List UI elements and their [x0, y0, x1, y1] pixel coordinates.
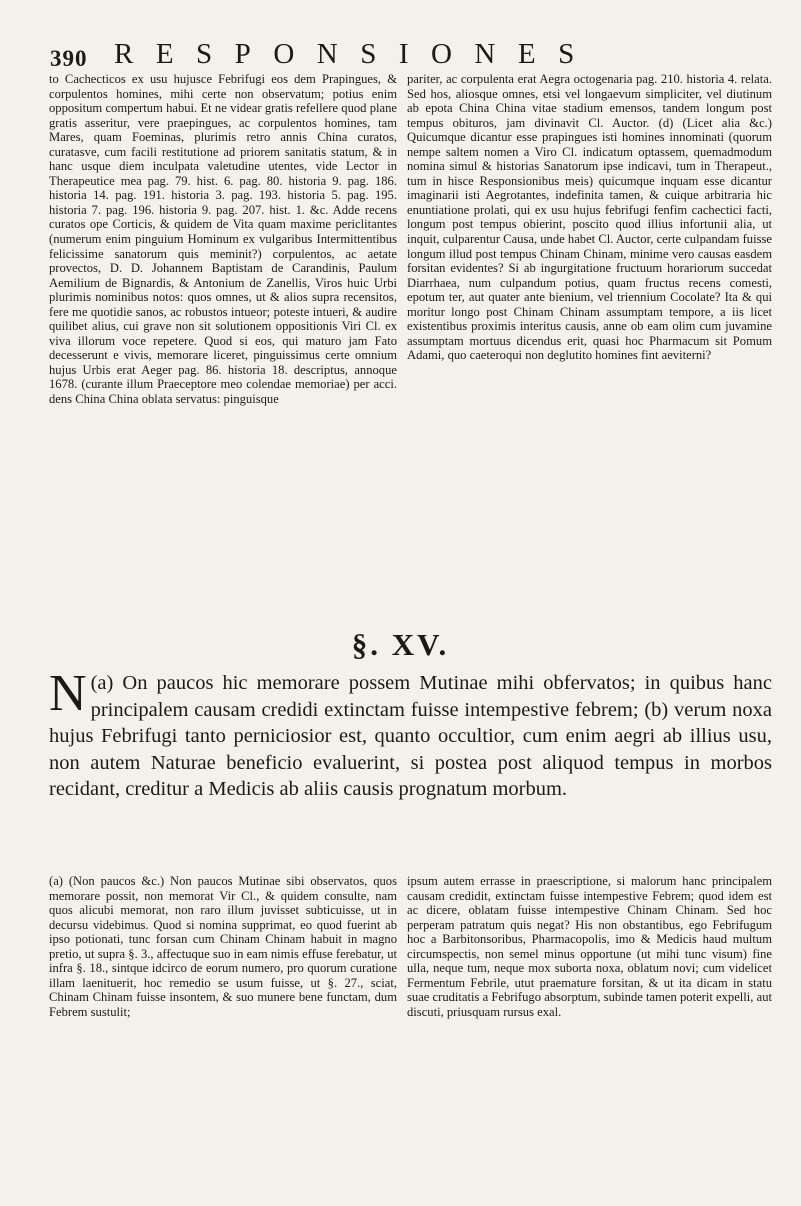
lower-right-text: ipsum autem errasse in praescriptione, si malorum hanc principalem causam credidit, extinctam fuisse intempestive Febrem; quod idem est ac dicere, oblatam fuisse intempestive Chinam Chinam. Sed hoc perperam patratum quis negat? His non obstantibus, ego Febrifugum hoc a Barbitonsoribus, Pharmacopolis, imo & Medicis haud multum circumspectis, non semel minus opportune (ut mihi tunc visum) fine ulla, neque tum, neque mox suborta noxa, oblatum novi; cum videlicet Fermentum Febrile, utut praemature forsitan, & ut ita dicam in statu suae cruditatis a Febrifugo absorptum, subinde tamen poterit expelli, aut discuti, priusquam rursus exal.	[407, 874, 772, 1019]
note-marker: (a)	[90, 672, 114, 694]
lower-right-column	[407, 874, 772, 1019]
upper-right-column	[407, 72, 772, 363]
section-heading: §. XV.	[351, 627, 450, 662]
upper-left-column	[49, 72, 397, 407]
page-number: 390	[50, 46, 88, 71]
main-paragraph	[49, 665, 772, 803]
running-head	[50, 38, 771, 74]
main-paragraph-text: On paucos hic memorare possem Mutinae mihi obfervatos; in quibus hanc principalem causam credidi extinctam fuisse intempestive febrem; (b) verum noxa hujus Febrifugi tanto perniciosior est, quanto occultior, cum enim aegri ab illius usu, non autem Naturae beneficio evaluerint, si postea post aliquod tempus in morbos recidant, creditur a Medicis ab aliis causis prognatum morbum.	[49, 672, 772, 800]
running-title: RESPONSIONES	[114, 38, 597, 70]
lower-left-column	[49, 874, 397, 1019]
drop-cap: N	[49, 665, 87, 722]
upper-left-text: to Cachecticos ex usu hujusce Febrifugi eos dem Prapingues, & corpulentos homines, mihi certe non observatum; potius enim oppositum compertum habui. Et ne videar gratis refellere quod plane gratis asseritur, vere praepingues, ac corpulentos homines, tam Mares, quam Foeminas, plurimis retro annis China curatos, curatasve, cum facili restitutione ad priorem sanitatis statum, & in hanc usque diem inculpata valetudine utentes, vide Lector in Therapeutice mea pag. 79. hist. 6. pag. 80. historia 9. pag. 186. historia 14. pag. 191. historia 3. pag. 193. historia 5. pag. 195. historia 7. pag. 196. historia 9. pag. 207. hist. 1. &c. Adde recens curatos ope Corticis, & quidem de Vita quam maxime periclitantes (numerum enim pinguium Hominum ex vulgaribus Intermittentibus felicissime sanatorum quis meminit?) corpulentos, ac aetate provectos, D. D. Johannem Baptistam de Carandinis, Paulum Aemilium de Bignardis, & Antonium de Zanellis, Viros huic Urbi plurimis nominibus notos: quos omnes, ut & alios supra recensitos, fere me quotidie sanos, ac robustos intueor; poteste intueri, & audire quilibet alius, cui grave non sit solutionem oppositionis Viri Cl. ex viva illorum voce repetere. Quod si eos, qui maturo jam Fato decesserunt e vivis, memorare liceret, pinguissimus certe omnium hujus Urbis erat Aeger pag. 86. historia 18. descriptus, annoque 1678. (curante illum Praeceptore meo colendae memoriae) per acci. dens China China oblata servatus: pinguisque	[49, 72, 397, 407]
lower-left-text: (a) (Non paucos &c.) Non paucos Mutinae sibi observatos, quos memorare possit, non memorat Vir Cl., & quidem consulte, nam quos alicubi memorat, non raro illum juvisset subticuisse, ut in decursu videbimus. Quod si nomina supprimat, eo quod fuerint ab ipso potionati, tunc forsan cum Chinam Chinam habuit in magno pretio, ut supra §. 3., affectuque suo in eam nimis effuse ferebatur, ut infra §. 18., sintque idcirco de eorum numero, pro quorum curatione illam laenituerit, hoc remedio se usum fuisse, ut §. 27., sciat, Chinam Chinam fuisse insontem, & suo munere bene functam, dum Febrem sustulit;	[49, 874, 397, 1019]
upper-right-text: pariter, ac corpulenta erat Aegra octogenaria pag. 210. historia 4. relata. Sed hos, aliosque omnes, etsi vel longaevum simpliciter, vel diutinum ab epota China China vitae stadium emensos, tandem longum post tempus obituros, jam divinavit Cl. Auctor. (d) (Licet alia &c.) Quicumque dicantur esse prapingues isti homines innominati (quorum nempe saltem nomen a Viro Cl. indicatum optassem, quemadmodum nomina simul & historias Sanatorum ipse indicavi, tum in Therapeut., tum in hisce Responsionibus meis) quicumque inquam esse dicantur imaginarii isti Aegrotantes, indefinita tamen, & cuique arbitraria hic enuntiatione prolati, qui ex usu hujus febrifugi fenfim cachectici facti, longum post tempus obierint, poscito quod illius infortunii alia, ut inquit, culparentur Causa, unde habet Cl. Auctor, certe culpandam fuisse longum illud post tempus Chinam Chinam, minime vero causas easdem forsitan evidentes? Si ab ingurgitatione fructuum horariorum succedat Diarrhaea, num culpandum potius, quam fructus recens comesti, epotum ter, aut quater ante bienium, vel triennium Cocolate? Ita & qui moritur longo post Chinam Chinam assumptam tempore, a iis licet existentibus proximis interitus causis, anne ob eam olim cum juvamine assumptam mortuus dicendus erit, quasi hoc Pharmacum sit Pomum Adami, quo caeteroqui non deglutito homines fint aeviterni?	[407, 72, 772, 363]
